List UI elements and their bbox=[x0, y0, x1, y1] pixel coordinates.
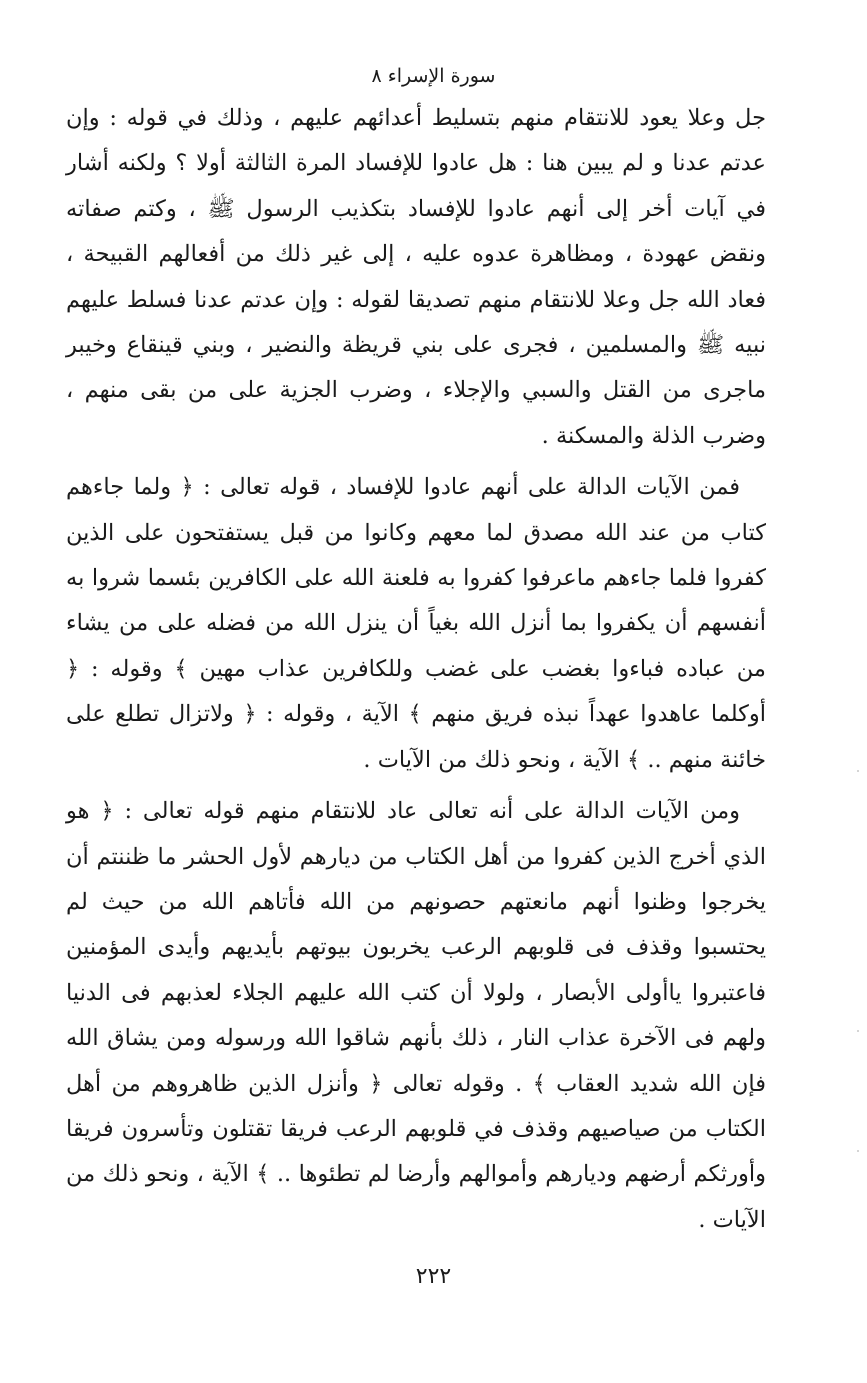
scan-speck bbox=[857, 770, 859, 772]
scan-speck bbox=[857, 1030, 859, 1032]
running-header: سورة الإسراء ٨ bbox=[371, 65, 496, 87]
page-number: ٢٢٢ bbox=[415, 1264, 452, 1289]
paragraph-1: جل وعلا يعود للانتقام منهم بتسليط أعدائهم عليهم ، وذلك في قوله : وإن عدتم عدنا و لم يبين هنا : هل عادوا للإفساد المرة الثالثة أولا ؟ ولكنه أشار في آيات أخر إلى أنهم عادوا للإفساد بتكذيب الرسول ﷺ ، وكتم صفاته ونقض عهودة ، ومظاهرة عدوه عليه ، إلى غير ذلك من أفعالهم القبيحة ، فعاد الله جل وعلا للانتقام منهم تصديقا لقوله : وإن عدتم عدنا فسلط عليهم نبيه ﷺ والمسلمين ، فجرى على بني قريظة والنضير ، وبني قينقاع وخيبر ماجرى من القتل والسبي والإجلاء ، وضرب الجزية على من بقى منهم ، وضرب الذلة والمسكنة . bbox=[66, 105, 766, 449]
paragraph-3: ومن الآيات الدالة على أنه تعالى عاد للانتقام منهم قوله تعالى : ﴿ هو الذي أخرج الذين كفروا من أهل الكتاب من ديارهم لأول الحشر ما ظننتم أن يخرجوا وظنوا أنهم مانعتهم حصونهم من الله فأتاهم الله من حيث لم يحتسبوا وقذف فى قلوبهم الرعب يخربون بيوتهم بأيديهم وأيدى المؤمنين فاعتبروا ياأولى الأبصار ، ولولا أن كتب الله عليهم الجلاء لعذبهم فى الدنيا ولهم فى الآخرة عذاب النار ، ذلك بأنهم شاقوا الله ورسوله ومن يشاق الله فإن الله شديد العقاب ﴾ . وقوله تعالى ﴿ وأنزل الذين ظاهروهم من أهل الكتاب من صياصيهم وقذف في قلوبهم الرعب فريقا تقتلون وتأسرون فريقا وأورثكم أرضهم وديارهم وأموالهم وأرضا لم تطئوها .. ﴾ الآية ، ونحو ذلك من الآيات . bbox=[66, 798, 766, 1233]
scan-speck bbox=[857, 1150, 859, 1152]
paragraph-2: فمن الآيات الدالة على أنهم عادوا للإفساد ، قوله تعالى : ﴿ ولما جاءهم كتاب من عند الله مصدق لما معهم وكانوا من قبل يستفتحون على الذين كفروا فلما جاءهم ماعرفوا كفروا به فلعنة الله على الكافرين بئسما شروا به أنفسهم أن يكفروا بما أنزل الله بغياً أن ينزل الله من فضله على من يشاء من عباده فباءوا بغضب على غضب وللكافرين عذاب مهين ﴾ وقوله : ﴿ أوكلما عاهدوا عهداً نبذه فريق منهم ﴾ الآية ، وقوله : ﴿ ولاتزال تطلع على خائنة منهم .. ﴾ الآية ، ونحو ذلك من الآيات . bbox=[66, 474, 766, 773]
body-text bbox=[66, 96, 766, 1243]
